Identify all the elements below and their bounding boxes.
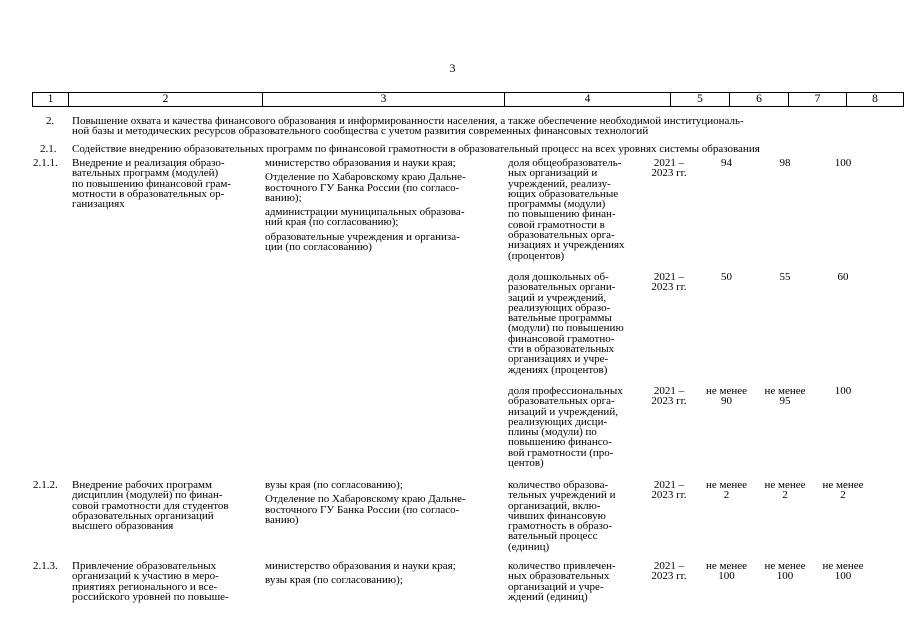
indicator-value-2022: не менее 2 [764, 479, 806, 502]
activity-name: Внедрение и реализация образо- вательных программ (модулей) по повышению финансовой грам- мотности в образовательных ор- ганизациях [72, 157, 232, 211]
indicator-text: доля общеобразователь- ных организаций и учреждений, реализу- ющих образовательные программы (модули) по повышению финан- совой грамотности в образовательных орга- низациях и учреждениях (процентов) [508, 157, 625, 262]
header-col-8: 8 [846, 92, 904, 107]
indicator-period: 2021 – 2023 гг. [651, 157, 687, 180]
indicator-period: 2021 – 2023 гг. [651, 271, 687, 294]
section-2-title: Повышение охвата и качества финансового образования и информированности населения, а также обеспечение необходимой институциональ- ной базы и методических ресурсов образовательного сообщества с учетом развития современных финансовых технологий [72, 115, 744, 138]
indicator-text: количество образова- тельных учреждений и организаций, вклю- чивших финансовую грамотность в образо- вательный процесс (единиц) [508, 479, 616, 553]
header-col-6: 6 [729, 92, 788, 107]
section-2-1-title: Содействие внедрению образовательных программ по финансовой грамотности в образовательный процесс на всех уровнях системы образования [72, 143, 760, 155]
indicator-period: 2021 – 2023 гг. [651, 479, 687, 502]
indicator-value-2022: 98 [779, 157, 791, 169]
header-col-2: 2 [68, 92, 262, 107]
header-col-4: 4 [504, 92, 670, 107]
section-2-1-number: 2.1. [40, 143, 57, 155]
indicator-value-2021: не менее 90 [705, 385, 747, 408]
indicator-value-2021: не менее 100 [705, 560, 747, 583]
indicator-period: 2021 – 2023 гг. [651, 560, 687, 583]
executor: Отделение по Хабаровскому краю Дальне- восточного ГУ Банка России (по согласо- ванию); [265, 171, 466, 204]
indicator-value-2022: не менее 95 [764, 385, 806, 408]
indicator-text: доля профессиональных образовательных орга- низаций и учреждений, реализующих дисци- плины (модули) по повышению финансо- вой грамотности (про- центов) [508, 385, 623, 470]
row-number: 2.1.2. [33, 479, 58, 491]
header-col-3: 3 [262, 92, 504, 107]
executor: министерство образования и науки края; [265, 560, 456, 572]
activity-name: Внедрение рабочих программ дисциплин (модулей) по финан- совой грамотности для студентов образовательных организаций высшего образования [72, 479, 229, 533]
indicator-value-2023: не менее 100 [822, 560, 864, 583]
activity-name: Привлечение образовательных организаций к участию в меро- приятиях регионального и все- российского уровней по повыше- [72, 560, 229, 603]
indicator-value-2022: 55 [779, 271, 791, 283]
page-number: 3 [449, 61, 456, 75]
indicator-value-2023: 100 [834, 385, 852, 397]
executor: образовательные учреждения и организа- ции (по согласованию) [265, 230, 460, 254]
indicator-value-2023: 60 [837, 271, 849, 283]
header-col-1: 1 [32, 92, 68, 107]
executor: администрации муниципальных образова- ний края (по согласованию); [265, 206, 465, 229]
indicator-value-2021: 50 [721, 271, 732, 283]
header-col-7: 7 [788, 92, 846, 107]
row-number: 2.1.1. [33, 157, 58, 169]
executor: министерство образования и науки края; [265, 157, 456, 169]
section-2-number: 2. [46, 115, 55, 127]
row-number: 2.1.3. [33, 560, 58, 572]
indicator-value-2023: 100 [834, 157, 852, 169]
indicator-period: 2021 – 2023 гг. [651, 385, 687, 408]
indicator-text: доля дошкольных об- разовательных органи- заций и учреждений, реализующих образо- вательные программы (модули) по повышению финансовой грамотно- сти в образовательных организациях и учре- ждениях (процентов) [508, 271, 624, 376]
header-col-5: 5 [670, 92, 729, 107]
executors [265, 480, 505, 529]
indicator-text: количество привлечен- ных образовательных организаций и учре- ждений (единиц) [508, 560, 616, 603]
executors [265, 561, 505, 590]
executors [265, 158, 505, 256]
executor: вузы края (по согласованию); [265, 574, 403, 587]
indicator-value-2022: не менее 100 [764, 560, 806, 583]
indicator-value-2023: не менее 2 [822, 479, 864, 502]
executor: вузы края (по согласованию); [265, 479, 403, 491]
executor: Отделение по Хабаровскому краю Дальне- восточного ГУ Банка России (по согласо- ванию) [265, 493, 466, 526]
indicator-value-2021: 94 [721, 157, 732, 169]
indicator-value-2021: не менее 2 [705, 479, 747, 502]
